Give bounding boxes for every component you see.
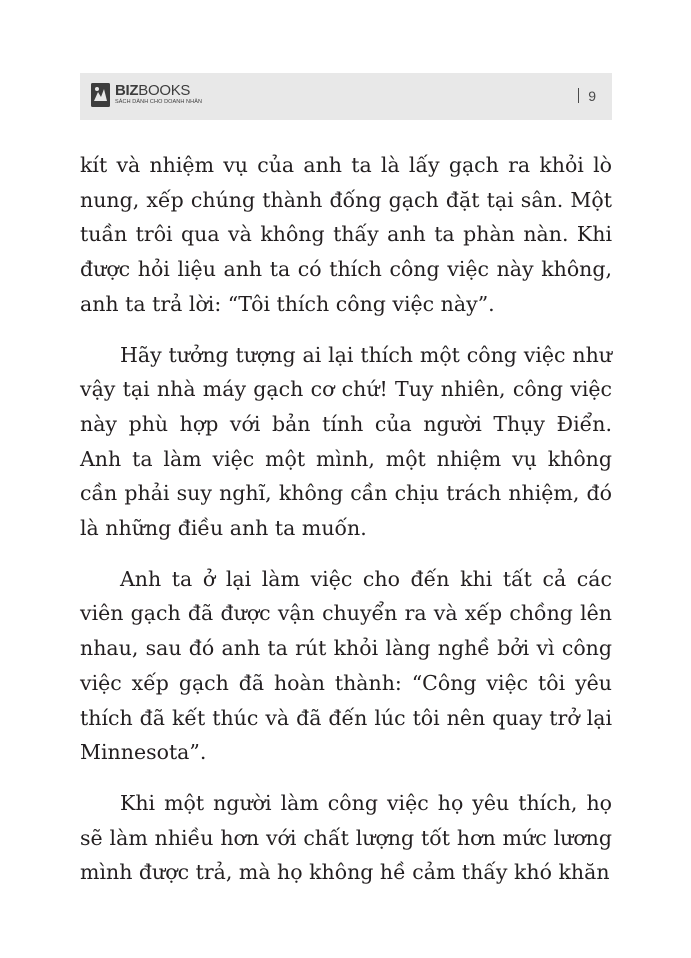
paragraph-4: Khi một người làm công việc họ yêu thích, họ sẽ làm nhiều hơn với chất lượng tốt hơn mức lương mình được trả, mà họ không hề cảm thấy khó khăn — [80, 790, 612, 885]
page-number-value: 9 — [588, 88, 596, 104]
bizbooks-logo-icon — [91, 83, 110, 107]
body-text — [80, 148, 612, 906]
logo-biz: BIZ — [115, 82, 139, 99]
logo-books: BOOKS — [138, 82, 191, 99]
page-number — [578, 87, 596, 105]
page-header — [80, 73, 612, 120]
logo-tagline: SÁCH DÀNH CHO DOANH NHÂN — [115, 99, 203, 105]
logo-text — [115, 82, 202, 106]
paragraph-1: kít và nhiệm vụ của anh ta là lấy gạch ra khỏi lò nung, xếp chúng thành đống gạch đặt tại sân. Một tuần trôi qua và không thấy anh ta phàn nàn. Khi được hỏi liệu anh ta có thích công việc này không, anh ta trả lời: “Tôi thích công việc này”. — [80, 153, 612, 316]
paragraph-3: Anh ta ở lại làm việc cho đến khi tất cả các viên gạch đã được vận chuyển ra và xếp chồng lên nhau, sau đó anh ta rút khỏi làng nghề bởi vì công việc xếp gạch đã hoàn thành: “Công việc tôi yêu thích đã kết thúc và đã đến lúc tôi nên quay trở lại Minnesota”. — [80, 566, 612, 765]
paragraph-2: Hãy tưởng tượng ai lại thích một công việc như vậy tại nhà máy gạch cơ chứ! Tuy nhiên, công việc này phù hợp với bản tính của người Thụy Điển. Anh ta làm việc một mình, một nhiệm vụ không cần phải suy nghĩ, không cần chịu trách nhiệm, đó là những điều anh ta muốn. — [80, 342, 612, 541]
page-number-divider — [578, 88, 579, 103]
